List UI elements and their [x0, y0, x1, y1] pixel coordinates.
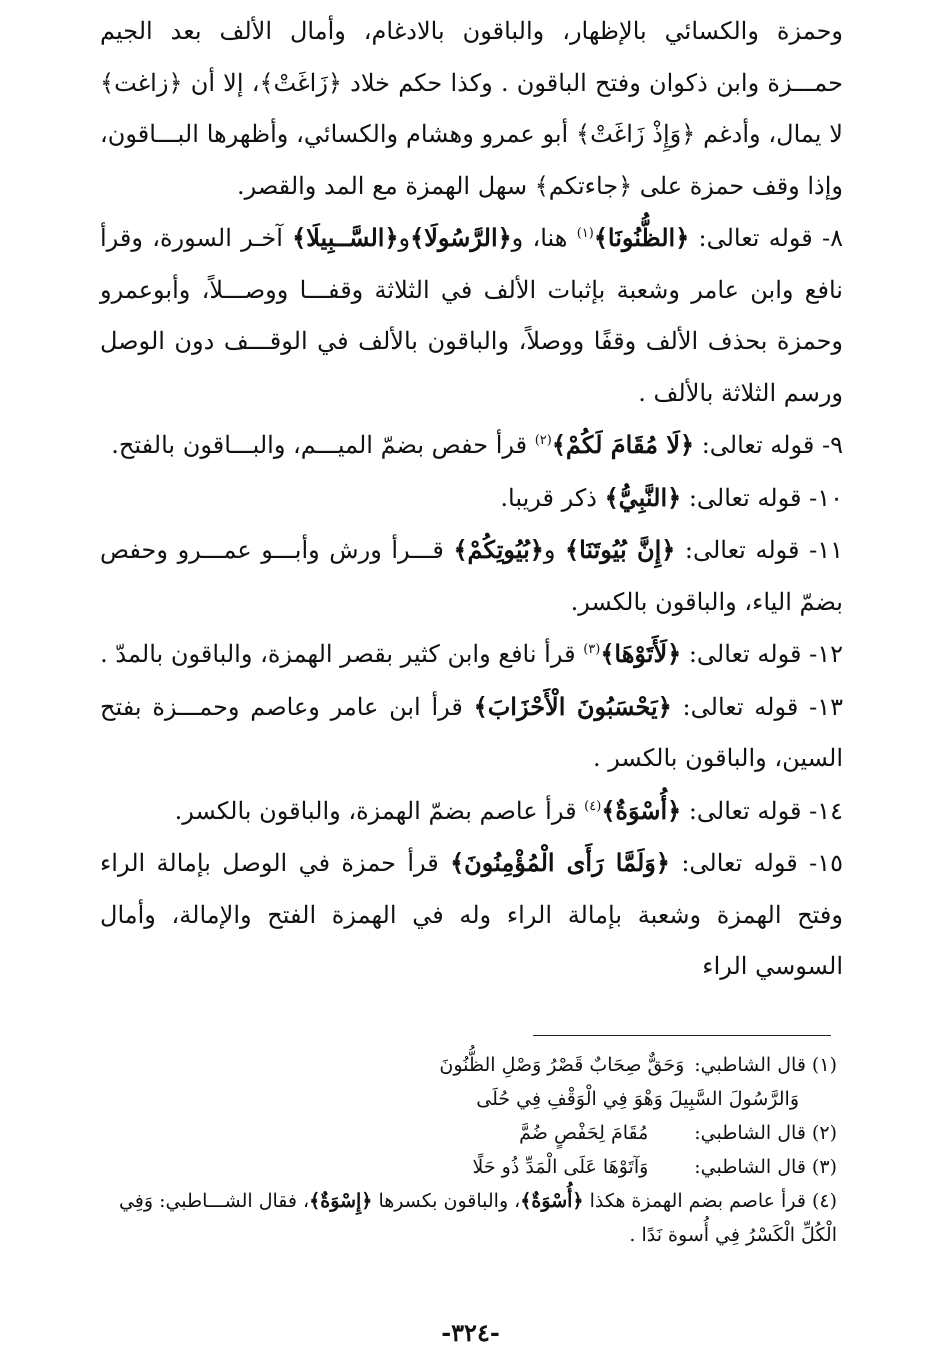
quran-word: ﴿النَّبِيُّ﴾: [604, 482, 682, 512]
quran-word: ﴿إِسْوَةٌ﴾: [309, 1190, 373, 1212]
paragraph-text: وحمزة والكسائي بالإظهار، والباقون بالادغام، وأمال الألف بعد الجيم حمـــزة وابن ذكوان وفتح الباقون . وكذا حكم خلاد ﴿زَاغَتْ﴾، إلا أن ﴿زاغت﴾ لا يمال، وأدغم ﴿وَإِذْ زَاغَتْ﴾ أبو عمرو وهشام والكسائي، وأظهرها البـــاقون، وإذا وقف حمزة على ﴿جاءتكم﴾ سهل الهمزة مع المد والقصر.: [100, 17, 843, 200]
item-text: قـــرأ ورش وأبـــو عمـــرو وحفص بضمّ الياء، والباقون بالكسر.: [100, 536, 843, 616]
main-text: [100, 6, 843, 993]
footnote-text: ، فقال الشـــاطبي: وَفِي الْكُلِّ الْكَسْرُ فِي أُسوة نَدًا .: [118, 1190, 837, 1246]
footnote-verse: مُقَامَ لِحَفْصٍ ضُمَّ: [519, 1122, 649, 1144]
quran-word: ﴿الرَّسُولَا﴾: [410, 223, 512, 252]
item-lead: ٩- قوله تعالى:: [694, 431, 843, 459]
footnote-1: [100, 1048, 837, 1116]
item-text: آخـر السورة، وقرأ نافع وابن عامر وشعبة بإثبات الألف في الثلاثة وقفـــا ووصـــلاً، وأبوعمرو وحمزة بحذف الألف وقفًا ووصلاً، والباقون بالألف في الوقـــف دون الوصل ورسم الثلاثة بالألف .: [100, 224, 843, 407]
footnote-ref[interactable]: (١): [576, 226, 594, 241]
item-text: هنا، و: [511, 224, 577, 252]
quran-word: ﴿لَأَتَوْهَا﴾: [600, 639, 682, 668]
quran-word: ﴿يَحْسَبُونَ الْأَحْزَابَ﴾: [473, 691, 672, 721]
item-lead: ٨- قوله تعالى:: [689, 224, 843, 252]
item-9: [100, 419, 843, 472]
item-text: قرأ حمزة في الوصل بإمالة الراء وفتح الهمزة وشعبة بإمالة الراء وله في الهمزة الفتح والإمالة، وأمال السوسي الراء: [100, 849, 843, 980]
footnote-4: [100, 1184, 837, 1252]
item-lead: ١٠- قوله تعالى:: [681, 483, 843, 512]
footnote-ref[interactable]: (٢): [534, 433, 552, 448]
item-lead: ١١- قوله تعالى:: [675, 536, 843, 564]
quran-word: ﴿إِنَّ بُيُوتَنَا﴾: [565, 535, 676, 564]
item-15: [100, 837, 843, 993]
item-13: [100, 681, 843, 785]
quran-word: ﴿أُسْوَةٌ﴾: [601, 795, 682, 825]
item-text: قرأ نافع وابن كثير بقصر الهمزة، والباقون بالمدّ .: [100, 640, 584, 668]
item-10: [100, 472, 843, 525]
page-number: -٣٢٤-: [441, 1318, 500, 1347]
paragraph-continuation: [100, 6, 843, 212]
item-text: ذكر قريبا.: [500, 483, 605, 512]
footnote-verse: وَحَقٌّ صِحَابٌ قَصْرُ وَصْلِ الظُّنُونَ: [439, 1054, 685, 1076]
quran-word: ﴿الظُّنُونَا﴾: [593, 223, 690, 252]
item-8: [100, 212, 843, 419]
footnote-3: [100, 1150, 837, 1184]
footnote-lead: (١) قال الشاطبي:: [694, 1054, 837, 1076]
quran-word: ﴿وَلَمَّا رَأَى الْمُؤْمِنُونَ﴾: [450, 848, 670, 877]
item-11: [100, 524, 843, 628]
footnote-ref[interactable]: (٣): [583, 642, 601, 657]
footnote-text: ، والباقون بكسرها: [372, 1190, 521, 1212]
footnote-verse: وَالرَّسُولَ السَّبِيلَ وَهْوَ فِي الْوَقْفِ فِي حُلَى: [476, 1088, 799, 1110]
quran-word: ﴿لَا مُقَامَ لَكُمْ﴾: [551, 430, 695, 459]
footnote-text: (٤) قرأ عاصم بضم الهمزة هكذا: [583, 1190, 837, 1212]
quran-word: ﴿السَّــبِيلَا﴾: [292, 223, 399, 252]
footnote-verse: وَآتَوْهَا عَلَى الْمَدِّ ذُو حَلًا: [472, 1156, 649, 1178]
footnote-lead: (٣) قال الشاطبي:: [694, 1156, 837, 1178]
quran-word: ﴿أُسْوَةٌ﴾: [520, 1190, 584, 1212]
item-text: قرأ ابن عامر وعاصم وحمـــزة بفتح السين، والباقون بالكسر .: [100, 692, 843, 772]
item-14: [100, 785, 843, 838]
item-lead: ١٥- قوله تعالى:: [669, 849, 843, 877]
item-lead: ١٣- قوله تعالى:: [671, 692, 843, 721]
item-lead: ١٤- قوله تعالى:: [681, 796, 843, 825]
footnote-divider: [533, 1035, 831, 1036]
item-lead: ١٢- قوله تعالى:: [681, 640, 843, 668]
footnotes: [100, 1048, 837, 1252]
item-text: قرأ عاصم بضمّ الهمزة، والباقون بالكسر.: [174, 796, 585, 825]
item-text: قرأ حفص بضمّ الميـــم، والبـــاقون بالفتح.: [111, 431, 535, 459]
item-text: و: [543, 536, 565, 564]
footnote-lead: (٢) قال الشاطبي:: [694, 1122, 837, 1144]
item-12: [100, 628, 843, 681]
item-text: و: [398, 224, 411, 252]
footnote-2: [100, 1116, 837, 1150]
footnote-ref[interactable]: (٤): [584, 798, 602, 814]
quran-word: ﴿بُيُوتِكُمْ﴾: [453, 535, 544, 564]
